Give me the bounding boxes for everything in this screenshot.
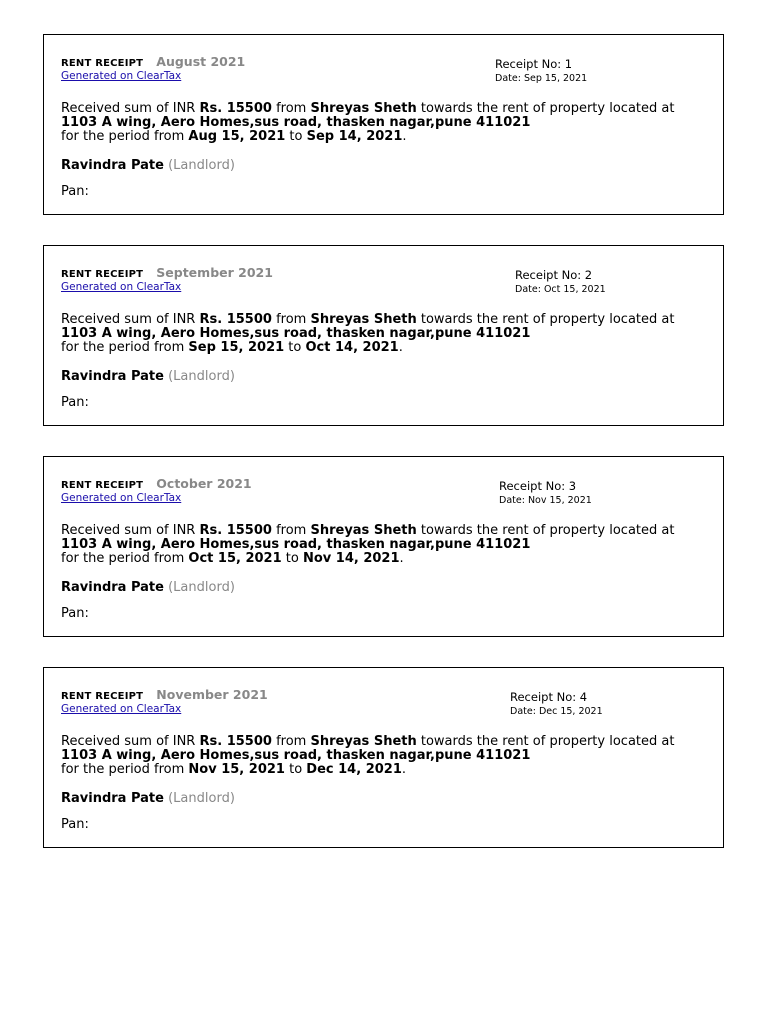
landlord-name: Ravindra Pate [61,580,164,595]
receipt-header [61,264,273,293]
receipt-date-label: Date: [510,706,539,717]
rent-receipt-card [43,34,724,215]
receipt-statement: Received sum of INR Rs. 15500 from Shreyas Sheth towards the rent of property located at 1103 A wing, Aero Homes,sus road, thasken nagar,pune 411021 for the period from Aug 15, 2021 to Sep 14, 2021. [61,101,675,144]
receipt-month: September 2021 [156,265,273,280]
pan-label: Pan: [61,817,89,832]
receipt-date-label: Date: [499,495,528,506]
amount: Rs. 15500 [199,312,272,327]
receipt-meta [515,267,606,297]
receipt-date: Oct 15, 2021 [543,284,606,295]
cleartax-link[interactable]: Generated on ClearTax [61,281,182,293]
rent-receipt-label: RENT RECEIPT [61,691,144,702]
receipt-number: 2 [584,268,593,282]
receipt-header [61,475,252,504]
receipt-number-label: Receipt No: [515,268,585,282]
receipt-header [61,53,245,82]
landlord-signature [61,791,235,806]
receipt-date-label: Date: [515,284,544,295]
period-start: Sep 15, 2021 [188,340,285,355]
receipt-month: October 2021 [156,476,252,491]
receipt-date: Dec 15, 2021 [538,706,603,717]
pan-label: Pan: [61,184,89,199]
landlord-name: Ravindra Pate [61,158,164,173]
receipt-statement: Received sum of INR Rs. 15500 from Shreyas Sheth towards the rent of property located at 1103 A wing, Aero Homes,sus road, thasken nagar,pune 411021 for the period from Sep 15, 2021 to Oct 14, 2021. [61,312,675,355]
property-address: 1103 A wing, Aero Homes,sus road, thasken nagar,pune 411021 [61,748,531,763]
receipt-meta [499,478,592,508]
landlord-role: (Landlord) [168,791,235,806]
rent-receipt-label: RENT RECEIPT [61,480,144,491]
landlord-role: (Landlord) [168,580,235,595]
receipt-number: 1 [564,57,573,71]
receipt-header [61,686,268,715]
amount: Rs. 15500 [199,523,272,538]
receipt-number-label: Receipt No: [495,57,565,71]
tenant-name: Shreyas Sheth [310,312,417,327]
period-start: Nov 15, 2021 [188,762,285,777]
receipt-number-label: Receipt No: [510,690,580,704]
rent-receipt-card [43,456,724,637]
property-address: 1103 A wing, Aero Homes,sus road, thasken nagar,pune 411021 [61,326,531,341]
landlord-name: Ravindra Pate [61,791,164,806]
landlord-signature [61,158,235,173]
period-end: Dec 14, 2021 [306,762,402,777]
landlord-signature [61,369,235,384]
receipt-month: August 2021 [156,54,246,69]
receipt-number-label: Receipt No: [499,479,569,493]
property-address: 1103 A wing, Aero Homes,sus road, thasken nagar,pune 411021 [61,537,531,552]
receipt-month: November 2021 [156,687,268,702]
pan-label: Pan: [61,395,89,410]
amount: Rs. 15500 [199,734,272,749]
tenant-name: Shreyas Sheth [310,734,417,749]
receipt-date: Nov 15, 2021 [527,495,592,506]
receipt-meta [510,689,603,719]
cleartax-link[interactable]: Generated on ClearTax [61,492,182,504]
receipt-date-label: Date: [495,73,524,84]
amount: Rs. 15500 [199,101,272,116]
rent-receipt-card [43,667,724,848]
property-address: 1103 A wing, Aero Homes,sus road, thasken nagar,pune 411021 [61,115,531,130]
landlord-role: (Landlord) [168,158,235,173]
landlord-role: (Landlord) [168,369,235,384]
landlord-signature [61,580,235,595]
period-end: Oct 14, 2021 [305,340,399,355]
receipt-number: 4 [579,690,588,704]
tenant-name: Shreyas Sheth [310,523,417,538]
receipt-date: Sep 15, 2021 [523,73,588,84]
cleartax-link[interactable]: Generated on ClearTax [61,703,182,715]
tenant-name: Shreyas Sheth [310,101,417,116]
period-start: Aug 15, 2021 [188,129,286,144]
rent-receipt-card [43,245,724,426]
rent-receipt-label: RENT RECEIPT [61,269,144,280]
pan-label: Pan: [61,606,89,621]
landlord-name: Ravindra Pate [61,369,164,384]
receipt-meta [495,56,587,86]
period-end: Sep 14, 2021 [306,129,403,144]
period-end: Nov 14, 2021 [302,551,400,566]
rent-receipt-label: RENT RECEIPT [61,58,144,69]
period-start: Oct 15, 2021 [188,551,282,566]
receipt-number: 3 [568,479,577,493]
receipt-statement: Received sum of INR Rs. 15500 from Shreyas Sheth towards the rent of property located at 1103 A wing, Aero Homes,sus road, thasken nagar,pune 411021 for the period from Nov 15, 2021 to Dec 14, 2021. [61,734,675,777]
receipt-statement: Received sum of INR Rs. 15500 from Shreyas Sheth towards the rent of property located at 1103 A wing, Aero Homes,sus road, thasken nagar,pune 411021 for the period from Oct 15, 2021 to Nov 14, 2021. [61,523,675,566]
cleartax-link[interactable]: Generated on ClearTax [61,70,182,82]
